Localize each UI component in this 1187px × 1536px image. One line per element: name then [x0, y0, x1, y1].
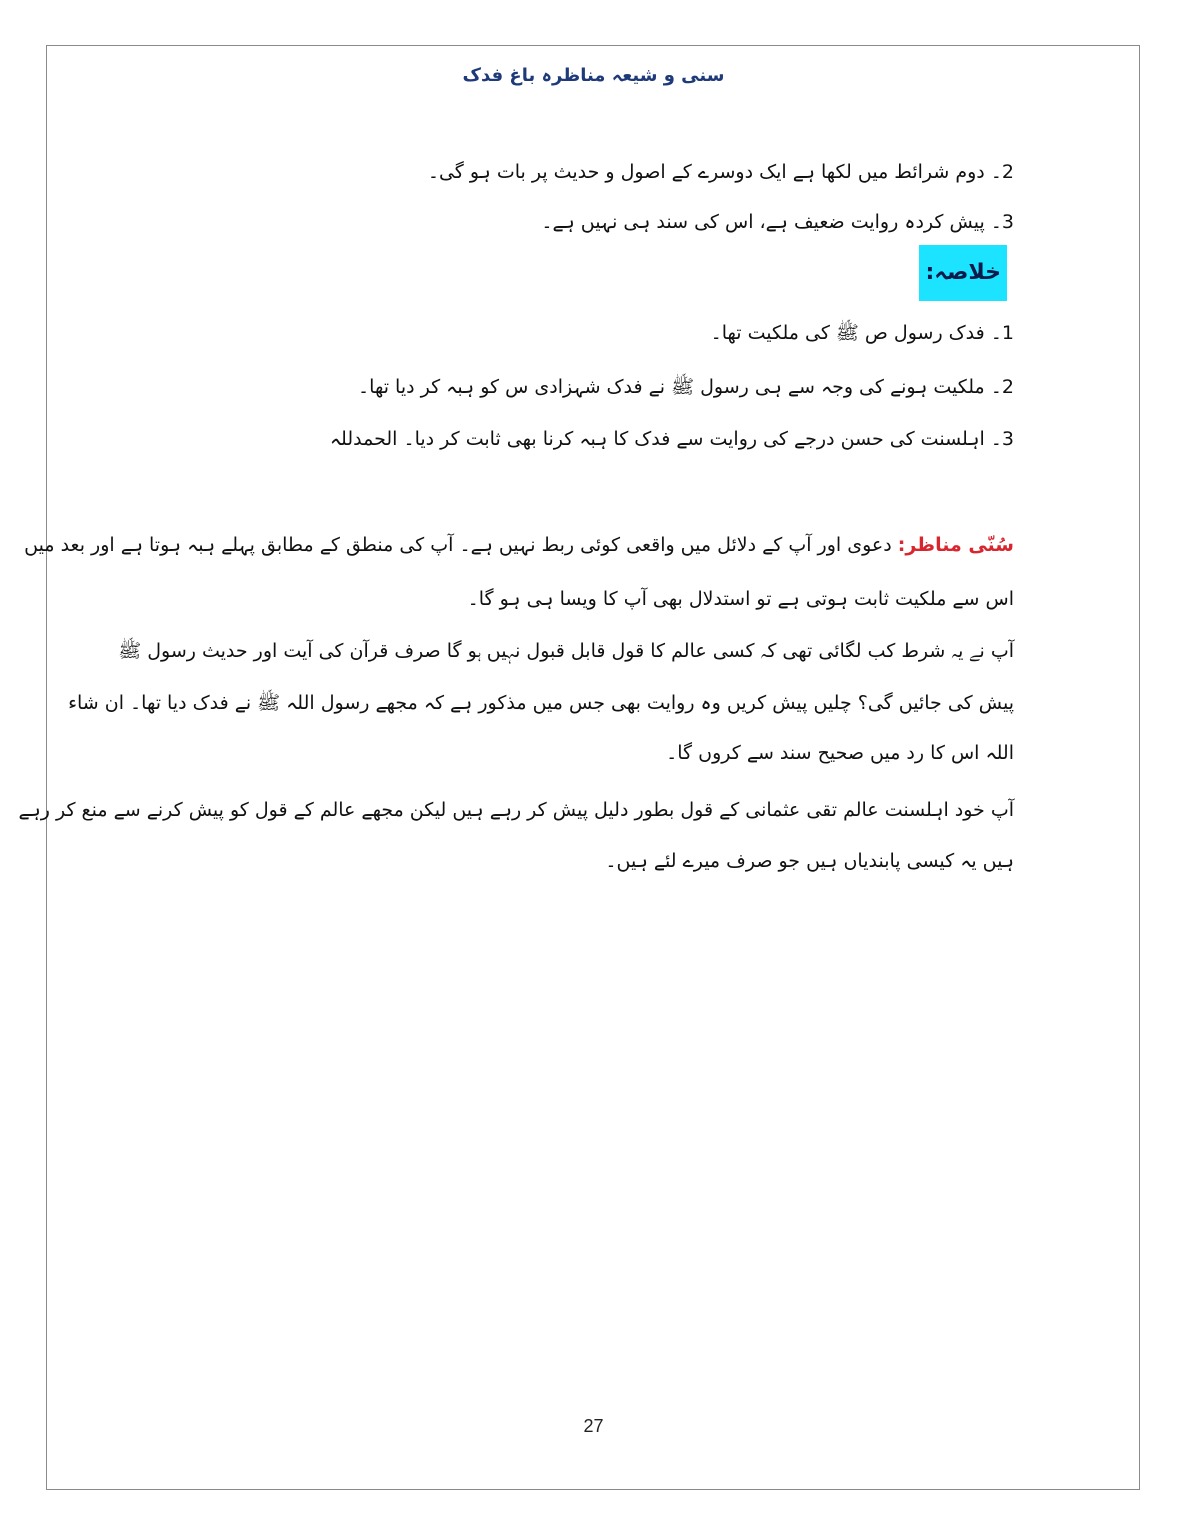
summary-item-3: 3۔ اہلسنت کی حسن درجے کی روایت سے فدک کا ہبہ کرنا بھی ثابت کر دیا۔ الحمدللہ — [329, 428, 1014, 450]
point-3: 3۔ پیش کردہ روایت ضعیف ہے، اس کی سند ہی نہیں ہے۔ — [541, 211, 1014, 233]
reply-line-6: آپ خود اہلسنت عالم تقی عثمانی کے قول بطور دلیل پیش کر رہے ہیں لیکن مجھے عالم کے قول کو پیش کرنے سے منع کر رہے — [18, 799, 1014, 821]
reply-line-1-text: دعوی اور آپ کے دلائل میں واقعی کوئی ربط نہیں ہے۔ آپ کی منطق کے مطابق پہلے ہبہ ہوتا ہے اور بعد میں — [24, 534, 892, 556]
summary-heading: خلاصہ: — [919, 245, 1007, 301]
page-header-title: سنی و شیعہ مناظرہ باغ فدک — [462, 65, 725, 86]
speaker-label: سُنّی مناظر: — [897, 534, 1014, 556]
reply-line-2: اس سے ملکیت ثابت ہوتی ہے تو استدلال بھی آپ کا ویسا ہی ہو گا۔ — [467, 588, 1014, 610]
reply-line-1 — [24, 530, 1014, 560]
page-number: 27 — [583, 1416, 604, 1436]
reply-line-3: آپ نے یہ شرط کب لگائی تھی کہ کسی عالم کا قول قابل قبول نہیں ہو گا صرف قرآن کی آیت اور حدیث رسول ﷺ — [118, 640, 1014, 662]
reply-line-5: اللہ اس کا رد میں صحیح سند سے کروں گا۔ — [666, 742, 1014, 764]
summary-item-1: 1۔ فدک رسول ص ﷺ کی ملکیت تھا۔ — [710, 322, 1014, 344]
summary-item-2: 2۔ ملکیت ہونے کی وجہ سے ہی رسول ﷺ نے فدک شہزادی س کو ہبہ کر دیا تھا۔ — [358, 376, 1014, 398]
point-2: 2۔ دوم شرائط میں لکھا ہے ایک دوسرے کے اصول و حدیث پر بات ہو گی۔ — [427, 161, 1014, 183]
reply-line-4: پیش کی جائیں گی؟ چلیں پیش کریں وہ روایت بھی جس میں مذکور ہے کہ مجھے رسول اللہ ﷺ نے فدک دیا تھا۔ ان شاء — [68, 692, 1014, 714]
reply-line-7: ہیں یہ کیسی پابندیاں ہیں جو صرف میرے لئے ہیں۔ — [605, 850, 1014, 872]
